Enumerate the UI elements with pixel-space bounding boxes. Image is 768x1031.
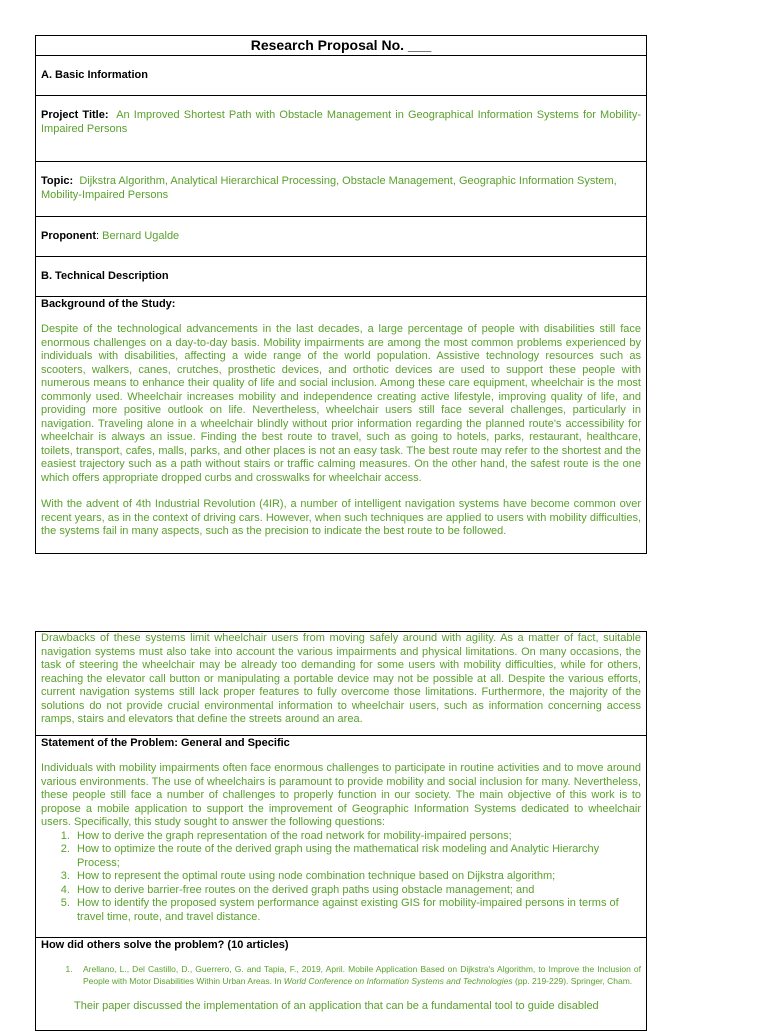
background-heading: Background of the Study:: [41, 298, 176, 310]
proposal-table-page1: [35, 35, 647, 554]
project-title-text: [41, 109, 641, 136]
continuation-row: [36, 632, 646, 736]
reference-main: Arellano, L., Del Castillo, D., Guerrero, G. and Tapia, F., 2019, April. Mobile Application Based on Dijkstra's Algorithm, to Improve the Inclusion of People with Motor Disabilities Within Urban Areas. In: [83, 964, 641, 986]
reference-item: [75, 964, 641, 987]
problem-heading: Statement of the Problem: General and Specific: [41, 737, 290, 749]
related-works-row: [36, 938, 646, 1030]
proponent-value: Bernard Ugalde: [102, 230, 180, 242]
proponent-row: [36, 217, 646, 257]
research-question: 1. How to derive the graph representation of the road network for mobility-impaired persons;: [73, 830, 641, 844]
project-title-label: Project Title:: [41, 109, 109, 121]
reference-tail: (pp. 219-229). Springer, Cham.: [512, 975, 633, 986]
topic-label: Topic:: [41, 175, 74, 187]
continuation-paragraph: Drawbacks of these systems limit wheelchair users from moving safely around with agility. As a matter of fact, suitable navigation systems must also take into account the various impairments and physical limitations. On many occasions, the task of steering the wheelchair may be already too demanding for some users with mobility difficulties, while for others, reaching the elevator call button or manipulating a portable device may not be possible at all. Despite the various efforts, current navigation systems still lack proper features to fully overcome those limitations. Furthermore, the majority of the solutions do not provide crucial environmental information to wheelchair users, such as information concerning access ramps, stairs and elevators that define the streets around an area.: [41, 632, 641, 725]
topic-value: Dijkstra Algorithm, Analytical Hierarchical Processing, Obstacle Management, Geographic Information System, Mobility-Impaired Persons: [41, 175, 617, 201]
basic-info-row: [36, 56, 646, 96]
research-question: 4. How to derive barrier-free routes on the derived graph paths using obstacle management; and: [73, 884, 641, 898]
reference-list: [41, 964, 641, 987]
project-title-value: An Improved Shortest Path with Obstacle Management in Geographical Information Systems for Mobility-Impaired Persons: [41, 109, 641, 135]
proponent-colon: :: [96, 230, 100, 242]
problem-statement-row: [36, 736, 646, 938]
section-b-heading: B. Technical Description: [41, 270, 169, 282]
reference-summary: Their paper discussed the implementation of an application that can be a fundamental tool to guide disabled: [74, 1000, 599, 1012]
research-question: 5. How to identify the proposed system performance against existing GIS for mobility-impaired persons in terms of travel time, route, and travel distance.: [73, 897, 641, 924]
page-title: Research Proposal No. ___: [36, 36, 646, 56]
problem-paragraph: Individuals with mobility impairments often face enormous challenges to participate in routine activities and to move around various environments. The use of wheelchairs is paramount to provide mobility and social inclusion for many. Nevertheless, these people still face a number of challenges to properly function in our society. The main objective of this work is to propose a mobile application to support the improvement of Geographic Information Systems dedicated to wheelchair users. Specifically, this study sought to answer the following questions:: [41, 762, 641, 828]
proposal-table-page2: [35, 631, 647, 1031]
technical-description-row: [36, 257, 646, 297]
proponent-text: [41, 230, 179, 244]
topic-row: [36, 162, 646, 217]
proponent-label: Proponent: [41, 230, 96, 242]
project-title-row: [36, 96, 646, 162]
section-a-heading: A. Basic Information: [41, 69, 148, 81]
research-question: 3. How to represent the optimal route using node combination technique based on Dijkstra algorithm;: [73, 870, 641, 884]
research-questions: [41, 830, 641, 925]
research-question: 2. How to optimize the route of the derived graph using the mathematical risk modeling and Analytic Hierarchy Process;: [73, 843, 641, 870]
background-paragraph-2: With the advent of 4th Industrial Revolution (4IR), a number of intelligent navigation systems have become common over recent years, as in the context of driving cars. However, when such techniques are applied to users with mobility difficulties, the systems fail in many aspects, such as the precision to indicate the best route to be followed.: [41, 498, 641, 537]
reference-venue: World Conference on Information Systems and Technologies: [283, 975, 513, 986]
background-row: [36, 297, 646, 553]
topic-text: [41, 175, 641, 202]
related-works-heading: How did others solve the problem? (10 articles): [41, 939, 289, 951]
background-paragraph-1: Despite of the technological advancements in the last decades, a large percentage of people with disabilities still face enormous challenges on a day-to-day basis. Mobility impairments are among the most common problems experienced by individuals with disabilities, affecting a wide range of the world population. Assistive technology resources such as scooters, walkers, canes, crutches, prosthetic devices, and orthotic devices are used to support these people with numerous means to enhance their quality of life and social inclusion. Among these care equipment, wheelchair is the most commonly used. Wheelchair increases mobility and independence creating active lifestyle, improving quality of life, and providing more positive outlook on life. Nevertheless, wheelchair users still face several challenges, particularly in navigation. Traveling alone in a wheelchair blindly without prior information regarding the planned route's accessibility for wheelchair is always an issue. Finding the best route to travel, such as going to hotels, parks, restaurant, healthcare, toilets, transport, cafes, malls, parks, and other places is not an easy task. The best route may refer to the shortest and the easiest trajectory such as a path without stairs or traffic calming measures. On the other hand, the safest route is the one which offers appropriate dropped curbs and crosswalks for wheelchair access.: [41, 323, 641, 484]
